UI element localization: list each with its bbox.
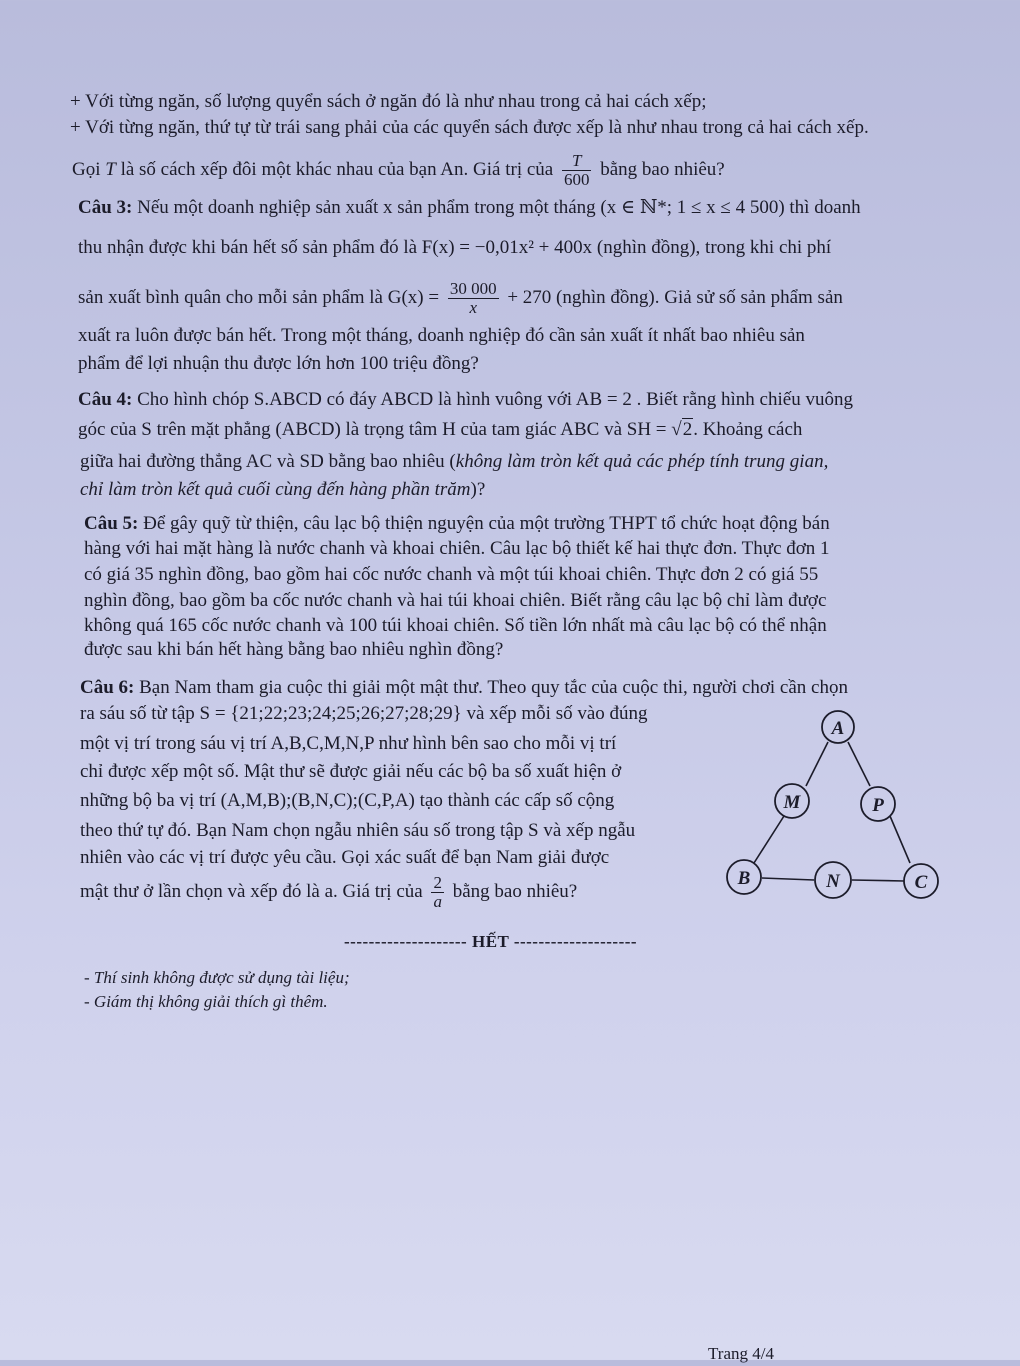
note-2: - Giám thị không giải thích gì thêm. xyxy=(84,992,328,1011)
edge-m-b xyxy=(754,816,784,863)
q4-line-2 xyxy=(78,418,802,442)
q4-text-1: Cho hình chóp S.ABCD có đáy ABCD là hình vuông với AB = 2 . Biết rằng hình chiếu vuông xyxy=(132,389,853,410)
q6-line-2: ra sáu số từ tập S = {21;22;23;24;25;26;27;28;29} và xếp mỗi số vào đúng xyxy=(80,703,648,724)
fraction-2-a xyxy=(431,874,444,911)
edge-a-p xyxy=(848,742,870,786)
node-p-label: P xyxy=(872,795,884,816)
q6-line-5: những bộ ba vị trí (A,M,B);(B,N,C);(C,P,A) tạo thành các cấp số cộng xyxy=(80,790,615,811)
fraction-denominator: x xyxy=(469,298,477,317)
q3-text-3-post: + 270 (nghìn đồng). Giả sử số sản phẩm sản xyxy=(502,286,843,308)
q6-line-6: theo thứ tự đó. Bạn Nam chọn ngẫu nhiên sáu số trong tập S và xếp ngẫu xyxy=(80,820,636,841)
q4-title: Câu 4: xyxy=(78,389,133,410)
q4-text-4-italic: chỉ làm tròn kết quả cuối cùng đến hàng phần trăm xyxy=(80,479,471,500)
q4-text-4-post: )? xyxy=(470,479,486,500)
q6-text-8-post: bằng bao nhiêu? xyxy=(447,880,578,902)
q4-line-1 xyxy=(78,388,853,412)
node-n-label: N xyxy=(826,871,840,892)
node-m-label: M xyxy=(783,792,801,813)
end-dashes-left: -------------------- xyxy=(344,932,468,951)
q5-text-1: Để gây quỹ từ thiện, câu lạc bộ thiện nguyện của một trường THPT tổ chức hoạt động bán xyxy=(138,513,830,534)
intro-question xyxy=(72,152,725,189)
q6-title: Câu 6: xyxy=(80,677,135,698)
intro-question-post: bằng bao nhiêu? xyxy=(595,158,725,180)
q6-line-3: một vị trí trong sáu vị trí A,B,C,M,N,P như hình bên sao cho mỗi vị trí xyxy=(80,733,617,754)
q6-line-4: chỉ được xếp một số. Mật thư sẽ được giải nếu các bộ ba số xuất hiện ở xyxy=(80,761,622,782)
end-het-label: HẾT xyxy=(471,932,510,951)
end-marker xyxy=(344,930,637,954)
fraction-30000-x xyxy=(448,280,499,317)
q4-text-3-italic: không làm tròn kết quả các phép tính trung gian, xyxy=(455,451,829,472)
note-1: - Thí sinh không được sử dụng tài liệu; xyxy=(84,968,350,987)
q5-line-1 xyxy=(84,512,830,536)
intro-question-pre: Gọi xyxy=(72,158,106,180)
rule-1: + Với từng ngăn, số lượng quyển sách ở ngăn đó là như nhau trong cả hai cách xếp; xyxy=(70,91,707,112)
intro-question-var: T xyxy=(105,158,116,180)
fraction-denominator: a xyxy=(433,892,442,911)
q6-text-8-pre: mật thư ở lần chọn và xếp đó là a. Giá trị của xyxy=(80,880,428,902)
q6-line-1 xyxy=(80,676,848,700)
fraction-numerator: 2 xyxy=(433,873,442,892)
intro-question-mid: là số cách xếp đôi một khác nhau của bạn An. Giá trị của xyxy=(115,158,558,180)
sqrt-radicand: 2 xyxy=(682,419,693,440)
q5-title: Câu 5: xyxy=(84,513,139,534)
edge-n-c xyxy=(852,880,904,881)
edge-b-n xyxy=(762,878,814,880)
q4-text-2-pre: góc của S trên mặt phẳng (ABCD) là trọng tâm H của tam giác ABC và SH = √ xyxy=(78,419,682,440)
q4-line-3 xyxy=(80,450,828,474)
q4-text-3-pre: giữa hai đường thẳng AC và SD bằng bao nhiêu ( xyxy=(80,451,456,472)
q5-line-5: không quá 165 cốc nước chanh và 100 túi khoai chiên. Số tiền lớn nhất mà câu lạc bộ có thể nhận xyxy=(84,615,827,636)
edge-a-m xyxy=(806,742,828,786)
q5-line-2: hàng với hai mặt hàng là nước chanh và khoai chiên. Câu lạc bộ thiết kế hai thực đơn. Thực đơn 1 xyxy=(84,538,830,559)
q4-text-2-post: . Khoảng cách xyxy=(693,419,803,440)
q3-text-3-pre: sản xuất bình quân cho mỗi sản phẩm là G(x) = xyxy=(78,286,444,308)
q5-line-6: được sau khi bán hết hàng bằng bao nhiêu nghìn đồng? xyxy=(84,639,504,660)
q5-line-4: nghìn đồng, bao gồm ba cốc nước chanh và hai túi khoai chiên. Biết rằng câu lạc bộ chỉ làm được xyxy=(84,590,827,611)
node-a-label: A xyxy=(831,718,845,739)
q3-line-4: xuất ra luôn được bán hết. Trong một tháng, doanh nghiệp đó cần sản xuất ít nhất bao nhiêu sản xyxy=(78,325,805,346)
rule-2: + Với từng ngăn, thứ tự từ trái sang phải của các quyển sách được xếp là như nhau trong cả hai cách xếp. xyxy=(70,117,869,138)
edge-p-c xyxy=(890,816,910,863)
fraction-t-600 xyxy=(562,152,592,189)
q5-line-3: có giá 35 nghìn đồng, bao gồm hai cốc nước chanh và một túi khoai chiên. Thực đơn 2 có giá 55 xyxy=(84,564,819,585)
fraction-numerator: 30 000 xyxy=(449,279,497,298)
q3-line-1 xyxy=(78,196,861,220)
node-b-label: B xyxy=(737,868,751,889)
triangle-diagram xyxy=(720,708,955,903)
fraction-denominator: 600 xyxy=(563,170,590,189)
fraction-numerator: T xyxy=(562,152,592,171)
q6-line-8 xyxy=(80,874,577,911)
q4-line-4 xyxy=(80,478,485,502)
page-number: Trang 4/4 xyxy=(708,1344,774,1363)
node-c-label: C xyxy=(914,872,928,893)
q3-line-5: phẩm để lợi nhuận thu được lớn hơn 100 triệu đồng? xyxy=(78,353,479,374)
q3-line-2: thu nhận được khi bán hết số sản phẩm đó là F(x) = −0,01x² + 400x (nghìn đồng), trong khi chi phí xyxy=(78,237,832,258)
q3-title: Câu 3: xyxy=(78,197,133,218)
end-dashes-right: -------------------- xyxy=(513,932,638,951)
q6-text-1: Bạn Nam tham gia cuộc thi giải một mật thư. Theo quy tắc của cuộc thi, người chơi cần chọn xyxy=(134,677,848,698)
q6-line-7: nhiên vào các vị trí được yêu cầu. Gọi xác suất để bạn Nam giải được xyxy=(80,847,610,868)
q3-text-1: Nếu một doanh nghiệp sản xuất x sản phẩm trong một tháng (x ∈ ℕ*; 1 ≤ x ≤ 4 500) thì doanh xyxy=(132,197,861,218)
q3-line-3 xyxy=(78,280,843,317)
